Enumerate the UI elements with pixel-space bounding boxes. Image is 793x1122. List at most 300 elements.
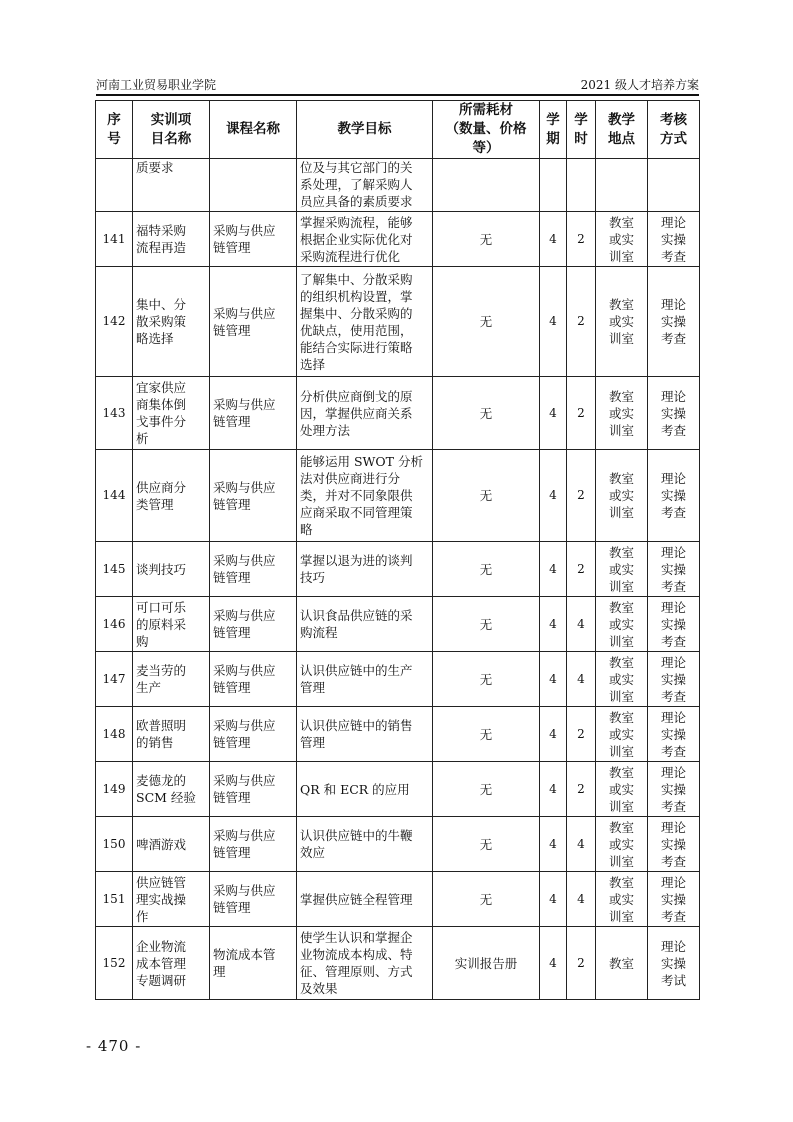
cell-teaching-goal: [297, 450, 433, 542]
cell-assessment-line: 实操: [660, 781, 686, 797]
cell-teaching-goal-line: 分析供应商倒戈的原: [300, 388, 413, 404]
cell-teaching-goal-line: 管理: [300, 680, 326, 695]
cell-project-name-line: 福特采购: [136, 223, 187, 238]
cell-assessment-line: 理论: [660, 709, 686, 725]
header-text: 教学: [608, 111, 635, 128]
cell-project-name: [133, 159, 210, 212]
page-number: - 470 -: [86, 1037, 142, 1055]
cell-location-line: 或实: [608, 726, 634, 742]
cell-teaching-goal-line: 员应具备的素质要求: [300, 194, 413, 209]
cell-term: 4: [540, 212, 567, 267]
cell-teaching-goal: [297, 267, 433, 377]
cell-project-name-line: 啤酒游戏: [136, 836, 187, 852]
cell-course-name-line: 链管理: [213, 625, 251, 640]
cell-assessment: [648, 817, 700, 872]
cell-materials: 无: [433, 542, 540, 597]
cell-materials: 无: [433, 817, 540, 872]
cell-location-line: 教室: [608, 955, 634, 971]
cell-assessment-line: 实操: [660, 955, 686, 971]
cell-project-name-line: 麦当劳的: [136, 663, 187, 678]
cell-assessment-line: 理论: [660, 764, 686, 780]
cell-course-name-line: 采购与供应: [213, 828, 276, 843]
cell-course-name-line: 链管理: [213, 496, 251, 512]
cell-course-name: [210, 817, 297, 872]
cell-location-line: 或实: [608, 891, 634, 907]
cell-course-name: [210, 159, 297, 212]
header-text: 课程名称: [226, 121, 280, 137]
cell-assessment-line: 实操: [660, 231, 686, 247]
cell-project-name: [133, 817, 210, 872]
cell-teaching-goal-line: 认识供应链中的销售: [300, 718, 413, 733]
cell-course-name-line: 采购与供应: [213, 223, 276, 238]
cell-term: 4: [540, 927, 567, 1000]
cell-location: [596, 212, 648, 267]
cell-location: [596, 872, 648, 927]
cell-teaching-goal-line: QR 和 ECR 的应用: [300, 781, 410, 797]
cell-no: 141: [96, 212, 133, 267]
cell-no: 146: [96, 597, 133, 652]
cell-project-name-line: 企业物流: [136, 938, 187, 954]
cell-location-line: 训室: [608, 633, 634, 649]
cell-hours: 2: [567, 377, 596, 450]
cell-project-name-line: 可口可乐: [136, 599, 187, 615]
header-text: 目名称: [150, 130, 192, 147]
cell-project-name-line: 集中、分: [136, 297, 187, 312]
cell-location-line: 训室: [608, 505, 634, 520]
cell-assessment-line: 实操: [660, 616, 686, 632]
table-row: [96, 212, 700, 267]
cell-teaching-goal-line: 采购流程进行优化: [300, 248, 401, 264]
cell-teaching-goal-line: 征、管理原则、方式: [300, 964, 413, 979]
cell-project-name: [133, 212, 210, 267]
cell-project-name-line: 戈事件分: [136, 414, 187, 429]
cell-hours: 2: [567, 450, 596, 542]
header-text: 地点: [608, 130, 635, 147]
cell-no: 152: [96, 927, 133, 1000]
cell-teaching-goal-line: 因，掌握供应商关系: [300, 405, 413, 421]
cell-teaching-goal: [297, 212, 433, 267]
cell-project-name-line: 散采购策: [136, 314, 187, 329]
cell-materials: 无: [433, 597, 540, 652]
table-row: [96, 927, 700, 1000]
cell-teaching-goal-line: 应商采取不同管理策: [300, 505, 413, 520]
cell-project-name-line: 理实战操: [136, 891, 187, 907]
cell-no: 147: [96, 652, 133, 707]
cell-assessment-line: 理论: [660, 819, 686, 835]
cell-location-line: 教室: [608, 819, 634, 835]
header-school-name: 河南工业贸易职业学院: [96, 78, 217, 92]
cell-project-name: [133, 652, 210, 707]
cell-no: 150: [96, 817, 133, 872]
cell-hours: 2: [567, 267, 596, 377]
cell-assessment: [648, 542, 700, 597]
cell-project-name: [133, 762, 210, 817]
cell-hours: 4: [567, 597, 596, 652]
cell-teaching-goal: [297, 159, 433, 212]
cell-project-name-line: 的销售: [136, 735, 174, 750]
header-col-location: [596, 101, 648, 159]
table-row: [96, 872, 700, 927]
cell-location-line: 教室: [608, 214, 634, 230]
cell-location-line: 教室: [608, 544, 634, 560]
cell-location-line: 教室: [608, 471, 634, 486]
cell-course-name-line: 链管理: [213, 570, 251, 585]
cell-teaching-goal: [297, 652, 433, 707]
cell-teaching-goal-line: 握集中、分散采购的: [300, 305, 413, 321]
cell-location-line: 训室: [608, 798, 634, 814]
cell-project-name: [133, 542, 210, 597]
table-row: [96, 542, 700, 597]
cell-assessment-line: 考查: [660, 633, 686, 649]
cell-course-name-line: 物流成本管: [213, 947, 276, 962]
cell-teaching-goal-line: 认识供应链中的生产: [300, 663, 413, 678]
header-text: 序: [107, 111, 121, 128]
cell-location: [596, 707, 648, 762]
table-row: [96, 707, 700, 762]
cell-location: [596, 159, 648, 212]
cell-course-name: [210, 542, 297, 597]
cell-assessment: [648, 762, 700, 817]
cell-location: [596, 267, 648, 377]
cell-assessment-line: 理论: [660, 599, 686, 615]
cell-teaching-goal: [297, 377, 433, 450]
cell-term: 4: [540, 377, 567, 450]
table-row: [96, 817, 700, 872]
cell-teaching-goal: [297, 762, 433, 817]
cell-no: 151: [96, 872, 133, 927]
cell-term: 4: [540, 817, 567, 872]
cell-hours: 4: [567, 817, 596, 872]
cell-materials: [433, 159, 540, 212]
cell-materials: 无: [433, 212, 540, 267]
header-col-project-name: [133, 101, 210, 159]
table-row: [96, 377, 700, 450]
cell-project-name: [133, 872, 210, 927]
cell-course-name: [210, 450, 297, 542]
cell-location-line: 训室: [608, 853, 634, 869]
cell-location-line: 教室: [608, 709, 634, 725]
cell-teaching-goal-line: 优缺点，使用范围，: [300, 322, 413, 338]
cell-assessment-line: 考查: [660, 331, 686, 346]
cell-project-name: [133, 377, 210, 450]
cell-assessment-line: 考查: [660, 422, 686, 438]
header-text: （数量、价格等）: [445, 121, 527, 156]
cell-course-name: [210, 927, 297, 1000]
cell-teaching-goal: [297, 872, 433, 927]
cell-assessment: [648, 707, 700, 762]
header-text: 考核: [660, 111, 687, 128]
cell-teaching-goal: [297, 542, 433, 597]
header-col-assessment: [648, 101, 700, 159]
cell-location-line: 教室: [608, 764, 634, 780]
cell-no: 142: [96, 267, 133, 377]
cell-course-name-line: 采购与供应: [213, 718, 276, 733]
cell-teaching-goal-line: 管理: [300, 735, 326, 750]
cell-materials: 无: [433, 377, 540, 450]
cell-course-name-line: 链管理: [213, 735, 251, 750]
cell-materials: 无: [433, 267, 540, 377]
cell-location-line: 教室: [608, 388, 634, 404]
cell-project-name-line: 宜家供应: [136, 380, 187, 395]
cell-hours: 2: [567, 762, 596, 817]
cell-teaching-goal-line: 略: [300, 522, 313, 537]
cell-course-name-line: 采购与供应: [213, 883, 276, 898]
cell-teaching-goal-line: 掌握采购流程，能够: [300, 214, 413, 230]
cell-course-name-line: 理: [213, 964, 226, 979]
cell-project-name-line: 购: [136, 633, 149, 649]
cell-hours: 2: [567, 707, 596, 762]
cell-location: [596, 450, 648, 542]
cell-teaching-goal-line: 选择: [300, 356, 326, 372]
cell-location-line: 或实: [608, 405, 634, 421]
header-text: 号: [107, 130, 121, 147]
cell-assessment: [648, 159, 700, 212]
cell-assessment-line: 理论: [660, 874, 686, 890]
cell-course-name-line: 链管理: [213, 845, 251, 860]
cell-project-name-line: 专题调研: [136, 972, 187, 988]
cell-location: [596, 377, 648, 450]
cell-assessment-line: 理论: [660, 297, 686, 312]
cell-teaching-goal-line: 根据企业实际优化对: [300, 231, 413, 247]
cell-assessment-line: 实操: [660, 726, 686, 742]
cell-assessment-line: 理论: [660, 654, 686, 670]
cell-term: 4: [540, 872, 567, 927]
cell-location-line: 或实: [608, 231, 634, 247]
cell-course-name-line: 采购与供应: [213, 663, 276, 678]
header-col-no: [96, 101, 133, 159]
cell-teaching-goal-line: 处理方法: [300, 422, 351, 438]
cell-project-name-line: 成本管理: [136, 955, 187, 971]
cell-project-name-line: 商集体倒: [136, 397, 187, 412]
cell-course-name-line: 采购与供应: [213, 608, 276, 623]
cell-course-name-line: 链管理: [213, 790, 251, 805]
cell-teaching-goal-line: 认识食品供应链的采: [300, 608, 413, 623]
cell-assessment: [648, 267, 700, 377]
cell-course-name-line: 采购与供应: [213, 479, 276, 495]
cell-teaching-goal-line: 效应: [300, 845, 326, 860]
cell-teaching-goal-line: 能结合实际进行策略: [300, 339, 413, 355]
header-text: 学: [574, 111, 588, 128]
cell-location-line: 训室: [608, 578, 634, 594]
cell-teaching-goal-line: 能够运用 SWOT 分析: [300, 454, 423, 469]
cell-assessment-line: 理论: [660, 471, 686, 486]
cell-no: 144: [96, 450, 133, 542]
cell-project-name: [133, 927, 210, 1000]
cell-course-name-line: 链管理: [213, 240, 251, 255]
cell-assessment-line: 实操: [660, 405, 686, 421]
cell-assessment-line: 考查: [660, 743, 686, 759]
cell-location-line: 或实: [608, 671, 634, 687]
cell-location: [596, 762, 648, 817]
cell-assessment: [648, 927, 700, 1000]
cell-teaching-goal-line: 的组织机构设置，掌: [300, 288, 413, 304]
cell-no: 148: [96, 707, 133, 762]
header-text: 学: [546, 111, 560, 128]
cell-location-line: 教室: [608, 599, 634, 615]
cell-project-name-line: 供应链管: [136, 874, 187, 890]
cell-course-name: [210, 762, 297, 817]
cell-location-line: 教室: [608, 654, 634, 670]
cell-no: 143: [96, 377, 133, 450]
header-program-title: 2021 级人才培养方案: [580, 78, 699, 92]
page-header: [96, 76, 699, 94]
cell-teaching-goal-line: 认识供应链中的牛鞭: [300, 828, 413, 843]
cell-teaching-goal-line: 使学生认识和掌握企: [300, 930, 413, 945]
cell-term: 4: [540, 707, 567, 762]
cell-course-name: [210, 377, 297, 450]
cell-assessment-line: 考查: [660, 853, 686, 869]
cell-hours: 4: [567, 872, 596, 927]
cell-location-line: 或实: [608, 616, 634, 632]
cell-course-name: [210, 872, 297, 927]
cell-assessment: [648, 597, 700, 652]
cell-course-name-line: 采购与供应: [213, 553, 276, 568]
cell-project-name: [133, 267, 210, 377]
cell-assessment-line: 考查: [660, 578, 686, 594]
header-text: 所需耗材: [459, 102, 513, 118]
cell-assessment-line: 实操: [660, 488, 686, 503]
cell-project-name-line: 的原料采: [136, 616, 187, 632]
cell-project-name-line: 欧普照明: [136, 718, 187, 733]
cell-project-name-line: 生产: [136, 680, 162, 695]
cell-project-name-line: 麦德龙的: [136, 773, 187, 788]
cell-teaching-goal: [297, 707, 433, 762]
cell-project-name-line: 流程再造: [136, 240, 187, 255]
cell-project-name-line: 谈判技巧: [136, 561, 187, 577]
header-text: 期: [546, 130, 560, 147]
table-row: [96, 159, 700, 212]
cell-project-name-line: 作: [136, 908, 149, 924]
cell-assessment: [648, 377, 700, 450]
cell-project-name-line: 类管理: [136, 496, 174, 512]
cell-teaching-goal-line: 技巧: [300, 570, 326, 585]
cell-location-line: 或实: [608, 488, 634, 503]
cell-assessment-line: 考查: [660, 798, 686, 814]
cell-location-line: 训室: [608, 331, 634, 346]
cell-course-name-line: 采购与供应: [213, 305, 276, 321]
cell-project-name: [133, 450, 210, 542]
header-text: 教学目标: [337, 121, 392, 137]
cell-location-line: 训室: [608, 743, 634, 759]
cell-teaching-goal-line: 系处理，了解采购人: [300, 177, 413, 192]
cell-location-line: 训室: [608, 422, 634, 438]
header-col-course-name: [210, 101, 297, 159]
cell-hours: 2: [567, 927, 596, 1000]
cell-location-line: 训室: [608, 908, 634, 924]
cell-assessment: [648, 212, 700, 267]
cell-teaching-goal-line: 位及与其它部门的关: [300, 160, 413, 175]
cell-course-name: [210, 212, 297, 267]
cell-course-name: [210, 652, 297, 707]
cell-assessment: [648, 872, 700, 927]
cell-location-line: 或实: [608, 314, 634, 329]
cell-assessment-line: 理论: [660, 388, 686, 404]
cell-assessment: [648, 450, 700, 542]
cell-assessment-line: 考试: [660, 972, 686, 988]
cell-teaching-goal: [297, 597, 433, 652]
cell-assessment-line: 理论: [660, 214, 686, 230]
cell-assessment: [648, 652, 700, 707]
cell-term: [540, 159, 567, 212]
cell-term: 4: [540, 542, 567, 597]
cell-teaching-goal: [297, 927, 433, 1000]
cell-materials: 无: [433, 872, 540, 927]
cell-materials: 无: [433, 707, 540, 762]
cell-project-name-line: 质要求: [136, 160, 174, 175]
cell-location-line: 或实: [608, 561, 634, 577]
cell-location: [596, 652, 648, 707]
training-table: [95, 100, 700, 1000]
header-text: 时: [574, 130, 588, 147]
cell-project-name-line: SCM 经验: [136, 790, 196, 805]
cell-project-name: [133, 707, 210, 762]
table-header-row: [96, 101, 700, 159]
cell-no: 149: [96, 762, 133, 817]
cell-hours: 2: [567, 542, 596, 597]
cell-teaching-goal: [297, 817, 433, 872]
cell-location: [596, 817, 648, 872]
cell-hours: 4: [567, 652, 596, 707]
header-rule: [96, 94, 699, 96]
cell-project-name-line: 略选择: [136, 331, 174, 346]
cell-location-line: 或实: [608, 836, 634, 852]
cell-teaching-goal-line: 类，并对不同象限供: [300, 488, 413, 503]
cell-location-line: 教室: [608, 297, 634, 312]
cell-location: [596, 597, 648, 652]
cell-term: 4: [540, 597, 567, 652]
cell-course-name-line: 采购与供应: [213, 773, 276, 788]
cell-assessment-line: 实操: [660, 891, 686, 907]
cell-assessment-line: 实操: [660, 671, 686, 687]
cell-materials: 无: [433, 762, 540, 817]
cell-location-line: 或实: [608, 781, 634, 797]
cell-course-name-line: 采购与供应: [213, 397, 276, 412]
cell-course-name-line: 链管理: [213, 900, 251, 915]
cell-project-name-line: 供应商分: [136, 479, 187, 495]
cell-teaching-goal-line: 掌握供应链全程管理: [300, 891, 413, 907]
header-text: 实训项: [150, 111, 192, 128]
cell-materials: 无: [433, 652, 540, 707]
cell-term: 4: [540, 652, 567, 707]
cell-assessment-line: 理论: [660, 938, 686, 954]
table-row: [96, 652, 700, 707]
cell-project-name: [133, 597, 210, 652]
cell-course-name-line: 链管理: [213, 414, 251, 429]
cell-location-line: 训室: [608, 248, 634, 264]
cell-teaching-goal-line: 法对供应商进行分: [300, 471, 401, 486]
cell-no: [96, 159, 133, 212]
cell-course-name: [210, 707, 297, 762]
cell-course-name-line: 链管理: [213, 680, 251, 695]
header-col-term: [540, 101, 567, 159]
cell-assessment-line: 考查: [660, 505, 686, 520]
table-row: [96, 450, 700, 542]
cell-hours: [567, 159, 596, 212]
table-row: [96, 267, 700, 377]
cell-course-name-line: 链管理: [213, 322, 251, 338]
table-row: [96, 597, 700, 652]
header-col-hours: [567, 101, 596, 159]
cell-assessment-line: 考查: [660, 908, 686, 924]
cell-teaching-goal-line: 了解集中、分散采购: [300, 271, 413, 287]
cell-project-name-line: 析: [136, 431, 149, 446]
cell-teaching-goal-line: 掌握以退为进的谈判: [300, 553, 413, 568]
cell-teaching-goal-line: 业物流成本构成、特: [300, 947, 413, 962]
cell-hours: 2: [567, 212, 596, 267]
cell-assessment-line: 实操: [660, 314, 686, 329]
cell-term: 4: [540, 450, 567, 542]
header-text: 方式: [660, 130, 687, 147]
